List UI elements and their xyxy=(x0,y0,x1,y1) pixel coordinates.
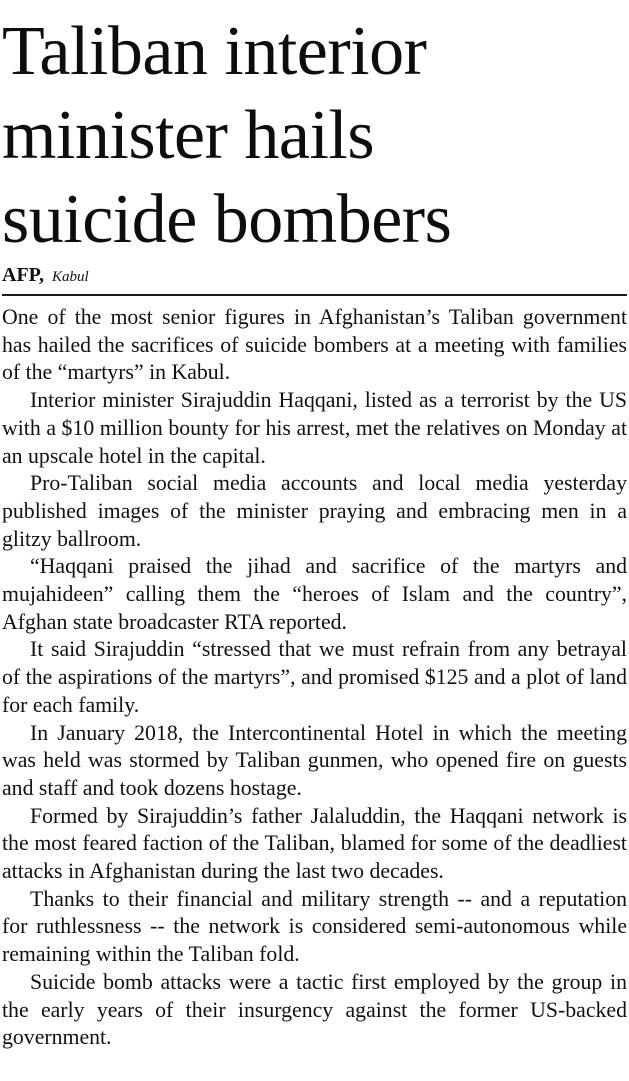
body-paragraph: Pro-Taliban social media accounts and local media yesterday published images of the minister praying and embracing men in a glitzy ballroom. xyxy=(2,471,627,551)
body-paragraph: Suicide bomb attacks were a tactic first employed by the group in the early years of their insurgency against the former US-backed government. xyxy=(2,969,627,1050)
headline-line: suicide bombers xyxy=(2,181,452,258)
byline-agency: AFP, xyxy=(2,264,45,286)
body-paragraph: It said Sirajuddin “stressed that we must refrain from any betrayal of the aspirations of the martyrs”, and promised $125 and a plot of land for each family. xyxy=(2,637,627,717)
body-paragraph: Formed by Sirajuddin’s father Jalaluddin, the Haqqani network is the most feared faction of the Taliban, blamed for some of the deadliest attacks in Afghanistan during the last two decades. xyxy=(2,803,627,884)
byline xyxy=(2,262,627,288)
headline xyxy=(2,0,627,262)
byline-divider xyxy=(2,294,627,296)
body-paragraph: Interior minister Sirajuddin Haqqani, listed as a terrorist by the US with a $10 million bounty for his arrest, met the relatives on Monday at an upscale hotel in the capital. xyxy=(2,388,627,468)
article-body xyxy=(2,304,627,1052)
body-paragraph: Thanks to their financial and military strength -- and a reputation for ruthlessness -- the network is considered semi-autonomous while remaining within the Taliban fold. xyxy=(2,886,627,967)
headline-line: Taliban interior xyxy=(2,13,427,90)
body-paragraph: “Haqqani praised the jihad and sacrifice of the martyrs and mujahideen” calling them the “heroes of Islam and the country”, Afghan state broadcaster RTA reported. xyxy=(2,554,627,634)
body-paragraph: In January 2018, the Intercontinental Hotel in which the meeting was held was stormed by Taliban gunmen, who opened fire on guests and staff and took dozens hostage. xyxy=(2,720,627,800)
headline-line: minister hails xyxy=(2,97,375,174)
body-paragraph: One of the most senior figures in Afghanistan’s Taliban government has hailed the sacrifices of suicide bombers at a meeting with families of the “martyrs” in Kabul. xyxy=(2,305,627,385)
byline-place: Kabul xyxy=(52,269,89,285)
news-article xyxy=(2,0,627,1052)
